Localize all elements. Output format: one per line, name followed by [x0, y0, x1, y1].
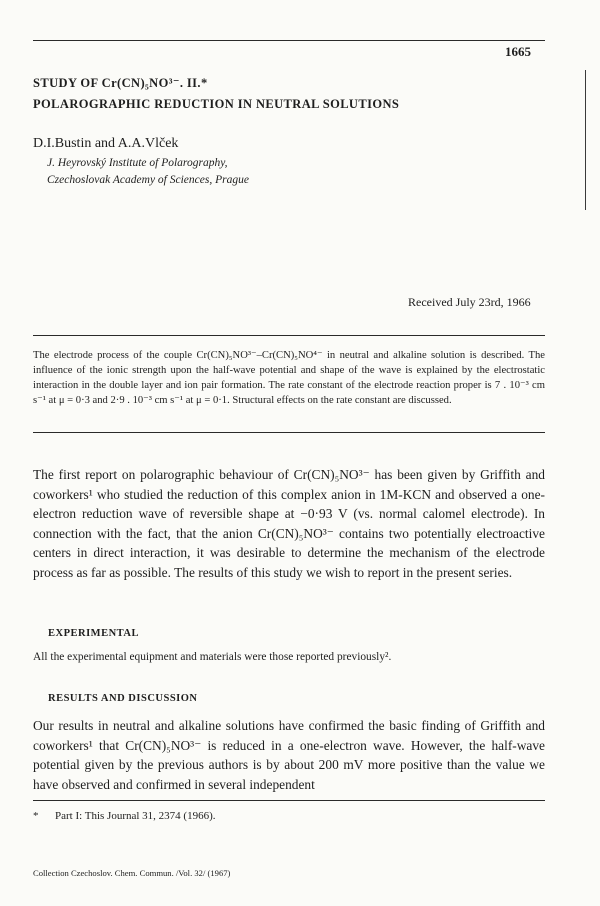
- authors: D.I.Bustin and A.A.Vlček: [33, 136, 179, 151]
- footnote: * Part I: This Journal 31, 2374 (1966).: [33, 810, 216, 822]
- intro-paragraph: [33, 465, 545, 583]
- margin-bar: [585, 70, 586, 210]
- page-number: 1665: [505, 44, 531, 59]
- affiliation-line-2: Czechoslovak Academy of Sciences, Prague: [47, 174, 249, 186]
- results-paragraph: [33, 716, 545, 794]
- section-heading-results: RESULTS AND DISCUSSION: [48, 693, 198, 704]
- footnote-rule: [33, 800, 545, 801]
- title-line-2: POLAROGRAPHIC REDUCTION IN NEUTRAL SOLUTIONS: [33, 97, 400, 111]
- section-heading-experimental: EXPERIMENTAL: [48, 628, 139, 639]
- abstract: [33, 348, 545, 408]
- affiliation-line-1: J. Heyrovský Institute of Polarography,: [47, 157, 228, 169]
- abstract-bottom-rule: [33, 432, 545, 433]
- intro-text: The first report on polarographic behaviour of Cr(CN)₅NO³⁻ has been given by Griffith and coworkers¹ who studied the reduction of this complex anion in 1M-KCN and observed a one-electron reduction wave of reversible shape at −0·93 V (vs. normal calomel electrode). In connection with the fact, that the anion Cr(CN)₅NO³⁻ contains two potentially electroactive centers in direct interaction, it was desirable to determine the mechanism of the electrode process as far as possible. The results of this study we wish to report in the present series.: [33, 467, 545, 580]
- received-date: Received July 23rd, 1966: [408, 295, 531, 309]
- experimental-text: All the experimental equipment and materials were those reported previously².: [33, 651, 392, 663]
- abstract-top-rule: [33, 335, 545, 336]
- results-text: Our results in neutral and alkaline solutions have confirmed the basic finding of Griffith and coworkers¹ that Cr(CN)₅NO³⁻ is reduced in a one-electron wave. However, the half-wave potential given by the previous authors is by about 200 mV more positive than the value we have observed and confirmed in several independent: [33, 718, 545, 792]
- top-rule: [33, 40, 545, 41]
- title-line-1: STUDY OF Cr(CN)₅NO³⁻. II.*: [33, 76, 208, 90]
- abstract-text: The electrode process of the couple Cr(CN)₅NO³⁻–Cr(CN)₅NO⁴⁻ in neutral and alkaline solution is described. The influence of the ionic strength upon the half-wave potential and shape of the wave is explained by the electrostatic interaction in the double layer and ion pair formation. The rate constant of the electrode reaction proper is 7 . 10⁻³ cm s⁻¹ at μ = 0·3 and 2·9 . 10⁻³ cm s⁻¹ at μ = 0·1. Structural effects on the rate constant are discussed.: [33, 350, 545, 406]
- journal-citation: Collection Czechoslov. Chem. Commun. /Vol. 32/ (1967): [33, 868, 231, 878]
